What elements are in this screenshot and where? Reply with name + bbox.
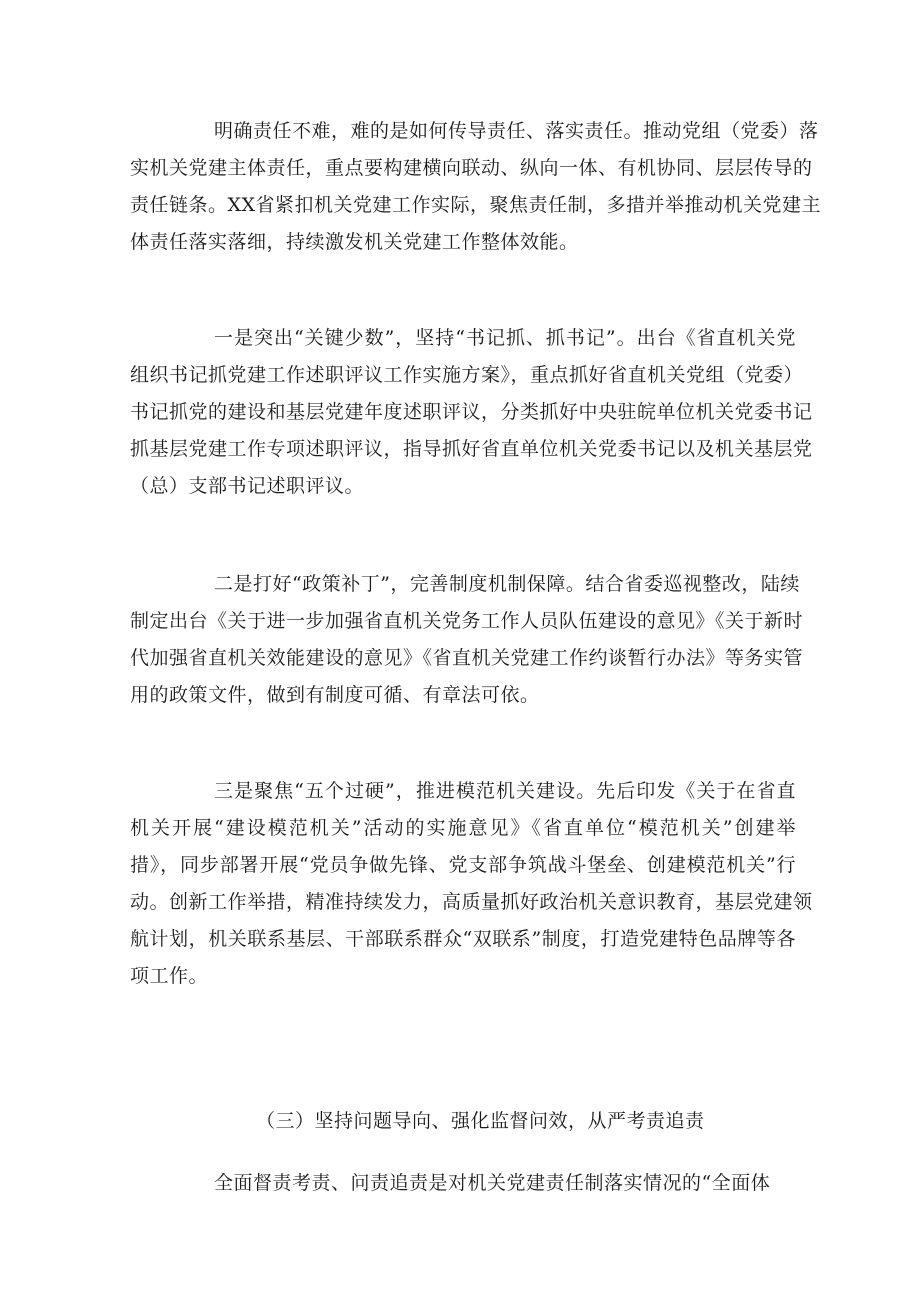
paragraph-4: [130, 773, 813, 995]
paragraph-line: 一是突出“关键少数”，坚持“书记抓、抓书记”。出台《省直机关党: [214, 327, 796, 349]
paragraph-line: 组织书记抓党建工作述职评议工作实施方案》，重点抓好省直机关党组（党委）: [130, 364, 804, 386]
paragraph-line: 书记抓党的建设和基层党建年度述职评议，分类抓好中央驻皖单位机关党委书记: [130, 401, 813, 423]
paragraph-line: （总）支部书记述职评议。: [130, 475, 365, 497]
paragraph-line: 三是聚焦“五个过硬”，推进模范机关建设。先后印发《关于在省直: [214, 780, 796, 802]
paragraph-line: 机关开展“建设模范机关”活动的实施意见》《省直单位“模范机关”创建举: [130, 817, 796, 839]
paragraph-3: [130, 566, 804, 714]
paragraph-1: [130, 113, 822, 261]
paragraph-line: 项工作。: [130, 965, 209, 987]
paragraph-line: 明确责任不难，难的是如何传导责任、落实责任。推动党组（党委）落: [214, 120, 819, 142]
paragraph-line: 全面督责考责、问责追责是对机关党建责任制落实情况的“全面体: [214, 1172, 771, 1194]
paragraph-line: 抓基层党建工作专项述职评议，指导抓好省直单位机关党委书记以及机关基层党: [130, 438, 813, 460]
paragraph-line: 动。创新工作举措，精准持续发力，高质量抓好政治机关意识教育，基层党建领: [130, 891, 813, 913]
paragraph-line: 体责任落实落细，持续激发机关党建工作整体效能。: [130, 231, 579, 253]
paragraph-line: 措》，同步部署开展“党员争做先锋、党支部争筑战斗堡垒、创建模范机关”行: [130, 854, 796, 876]
paragraph-line: 责任链条。XX省紧扣机关党建工作实际，聚焦责任制，多措并举推动机关党建主: [130, 194, 822, 216]
paragraph-line: 实机关党建主体责任，重点要构建横向联动、纵向一体、有机协同、层层传导的: [130, 157, 813, 179]
paragraph-line: 航计划，机关联系基层、干部联系群众“双联系”制度，打造党建特色品牌等各: [130, 928, 796, 950]
paragraph-5: [130, 1165, 796, 1202]
paragraph-line: 二是打好“政策补丁”，完善制度机制保障。结合省委巡视整改，陆续: [214, 573, 800, 595]
paragraph-line: 代加强省直机关效能建设的意见》《省直机关党建工作约谈暂行办法》等务实管: [130, 647, 804, 669]
section-heading-text: （三）坚持问题导向、强化监督问效，从严考责追责: [256, 1110, 705, 1132]
section-heading: [130, 1103, 796, 1140]
paragraph-line: 制定出台《关于进一步加强省直机关党务工作人员队伍建设的意见》《关于新时: [130, 610, 804, 632]
paragraph-line: 用的政策文件，做到有制度可循、有章法可依。: [130, 684, 540, 706]
paragraph-2: [130, 320, 813, 505]
